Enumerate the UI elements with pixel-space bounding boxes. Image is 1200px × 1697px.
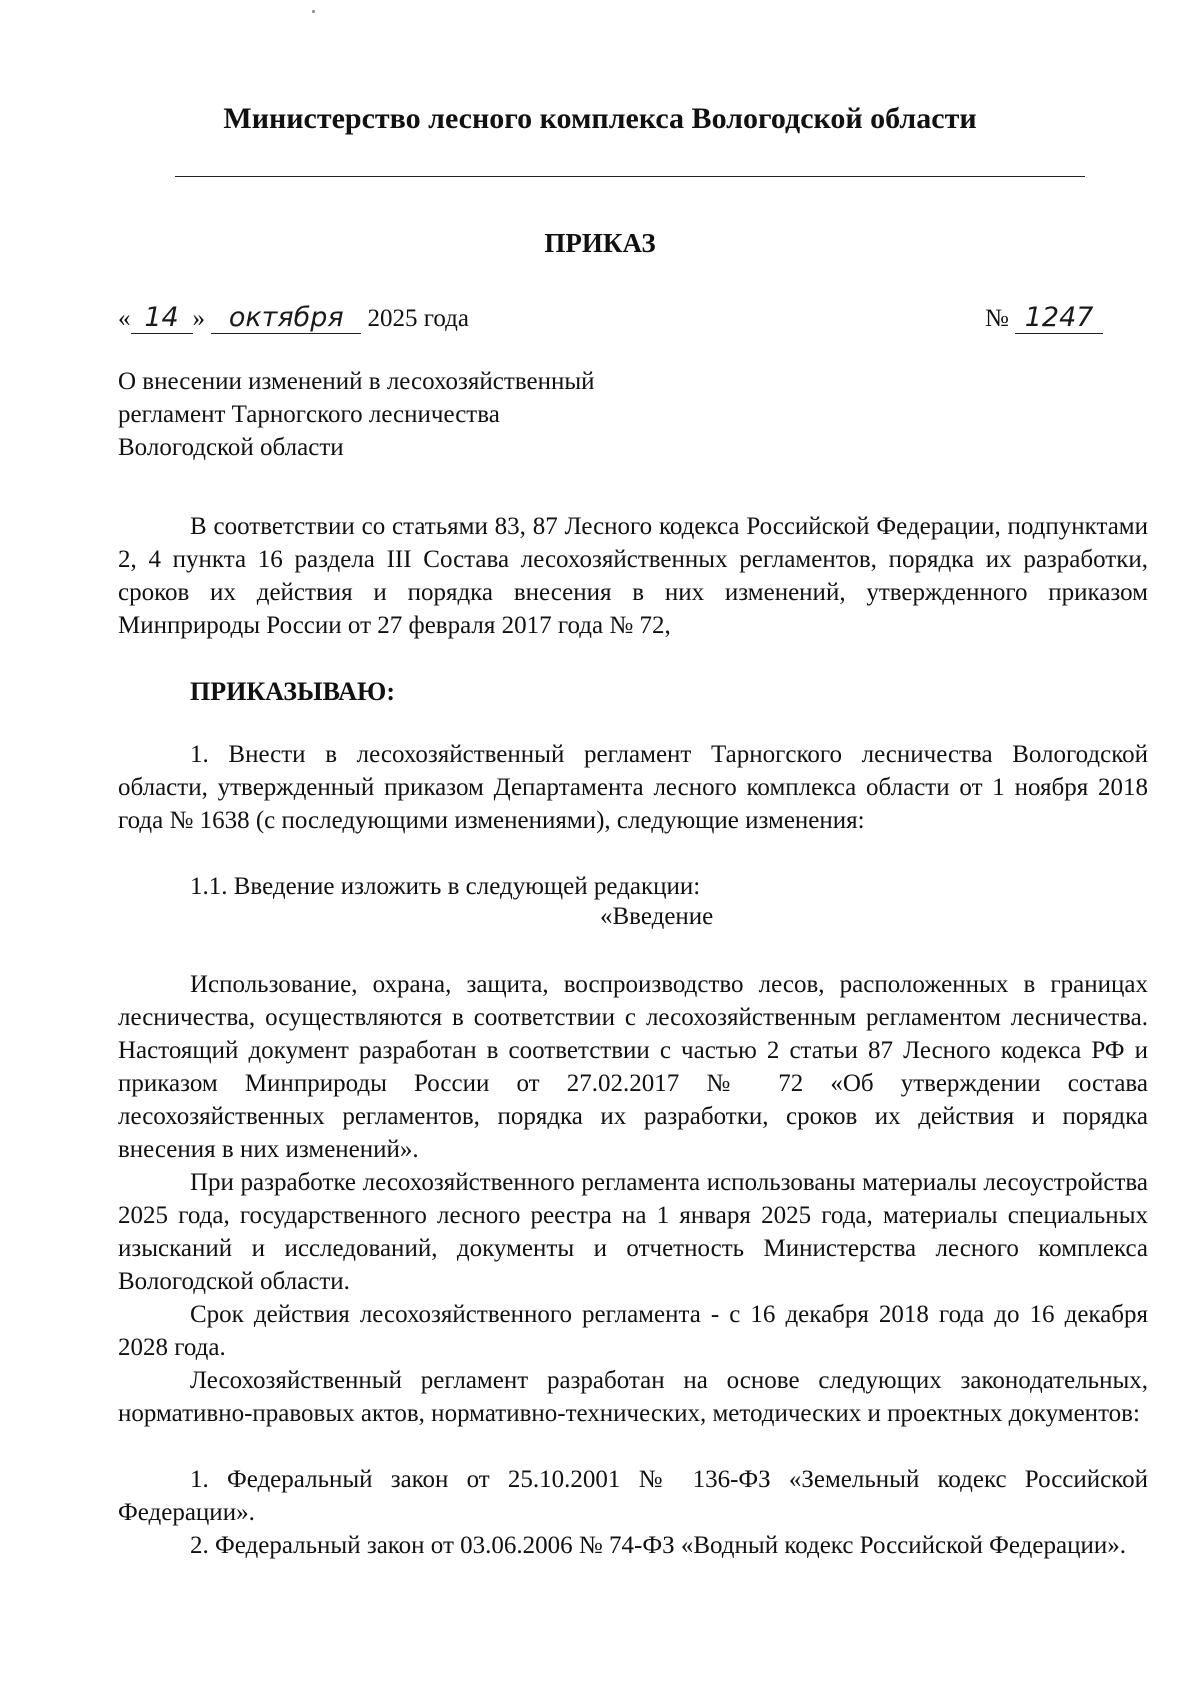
handwritten-month: октября (211, 303, 361, 334)
header-divider (175, 176, 1085, 177)
handwritten-day: 14 (131, 303, 193, 334)
document-type-title: ПРИКАЗ (544, 228, 656, 258)
law-item-1: 1. Федеральный закон от 25.10.2001 № 136-ФЗ «Земельный кодекс Российской Федерации». (118, 1466, 1148, 1526)
subject-line: О внесении изменений в лесохозяйственный (118, 368, 595, 395)
date-year: 2025 года (367, 305, 469, 332)
item-1-1-paragraph: 1.1. Введение изложить в следующей редакции: (190, 873, 701, 900)
order-subject (118, 365, 678, 464)
date-open-quote: « (118, 305, 131, 332)
intro-paragraph-1: Использование, охрана, защита, воспроизводство лесов, расположенных в границах лесничества, осуществляются в соответствии с лесохозяйственным регламентом лесничества. Настоящий документ разработан в соответствии с частью 2 статьи 87 Лесного кодекса РФ и приказом Минприроды России от 27.02.2017 № 72 «Об утверждении состава лесохозяйственных регламентов, порядка их разработки, сроков их действия и порядка внесения в них изменений». (118, 971, 1148, 1163)
handwritten-number: 1247 (1015, 303, 1103, 334)
number-sign: № (985, 305, 1009, 332)
order-date (118, 303, 469, 334)
intro-paragraph-4: Лесохозяйственный регламент разработан на основе следующих законодательных, нормативно-правовых актов, нормативно-технических, методических и проектных документов: (118, 1367, 1148, 1427)
intro-paragraph-3: Срок действия лесохозяйственного регламента - с 16 декабря 2018 года до 16 декабря 2028 года. (118, 1301, 1148, 1361)
date-close-quote: » (192, 305, 205, 332)
intro-paragraph-2: При разработке лесохозяйственного регламента использованы материалы лесоустройства 2025 года, государственного лесного реестра на 1 января 2025 года, материалы специальных изысканий и исследований, документы и отчетность Министерства лесного комплекса Вологодской области. (118, 1169, 1148, 1295)
scan-speck (312, 10, 315, 13)
section-title: «Введение (600, 903, 714, 930)
order-number (985, 303, 1103, 334)
directive-heading: ПРИКАЗЫВАЮ: (190, 677, 395, 706)
subject-line: Вологодской области (118, 434, 344, 461)
ministry-title: Министерство лесного комплекса Вологодской области (223, 102, 977, 135)
item-1-paragraph: 1. Внести в лесохозяйственный регламент Тарногского лесничества Вологодской области, утвержденный приказом Департамента лесного комплекса области от 1 ноября 2018 года № 1638 (с последующими изменениями), следующие изменения: (118, 741, 1148, 834)
subject-line: регламент Тарногского лесничества (118, 401, 500, 428)
law-item-2: 2. Федеральный закон от 03.06.2006 № 74-ФЗ «Водный кодекс Российской Федерации». (190, 1532, 1126, 1559)
preamble-paragraph: В соответствии со статьями 83, 87 Лесного кодекса Российской Федерации, подпунктами 2, 4 пункта 16 раздела III Состава лесохозяйственных регламентов, порядка их разработки, сроков их действия и порядка внесения в них изменений, утвержденного приказом Минприроды России от 27 февраля 2017 года № 72, (118, 513, 1148, 639)
